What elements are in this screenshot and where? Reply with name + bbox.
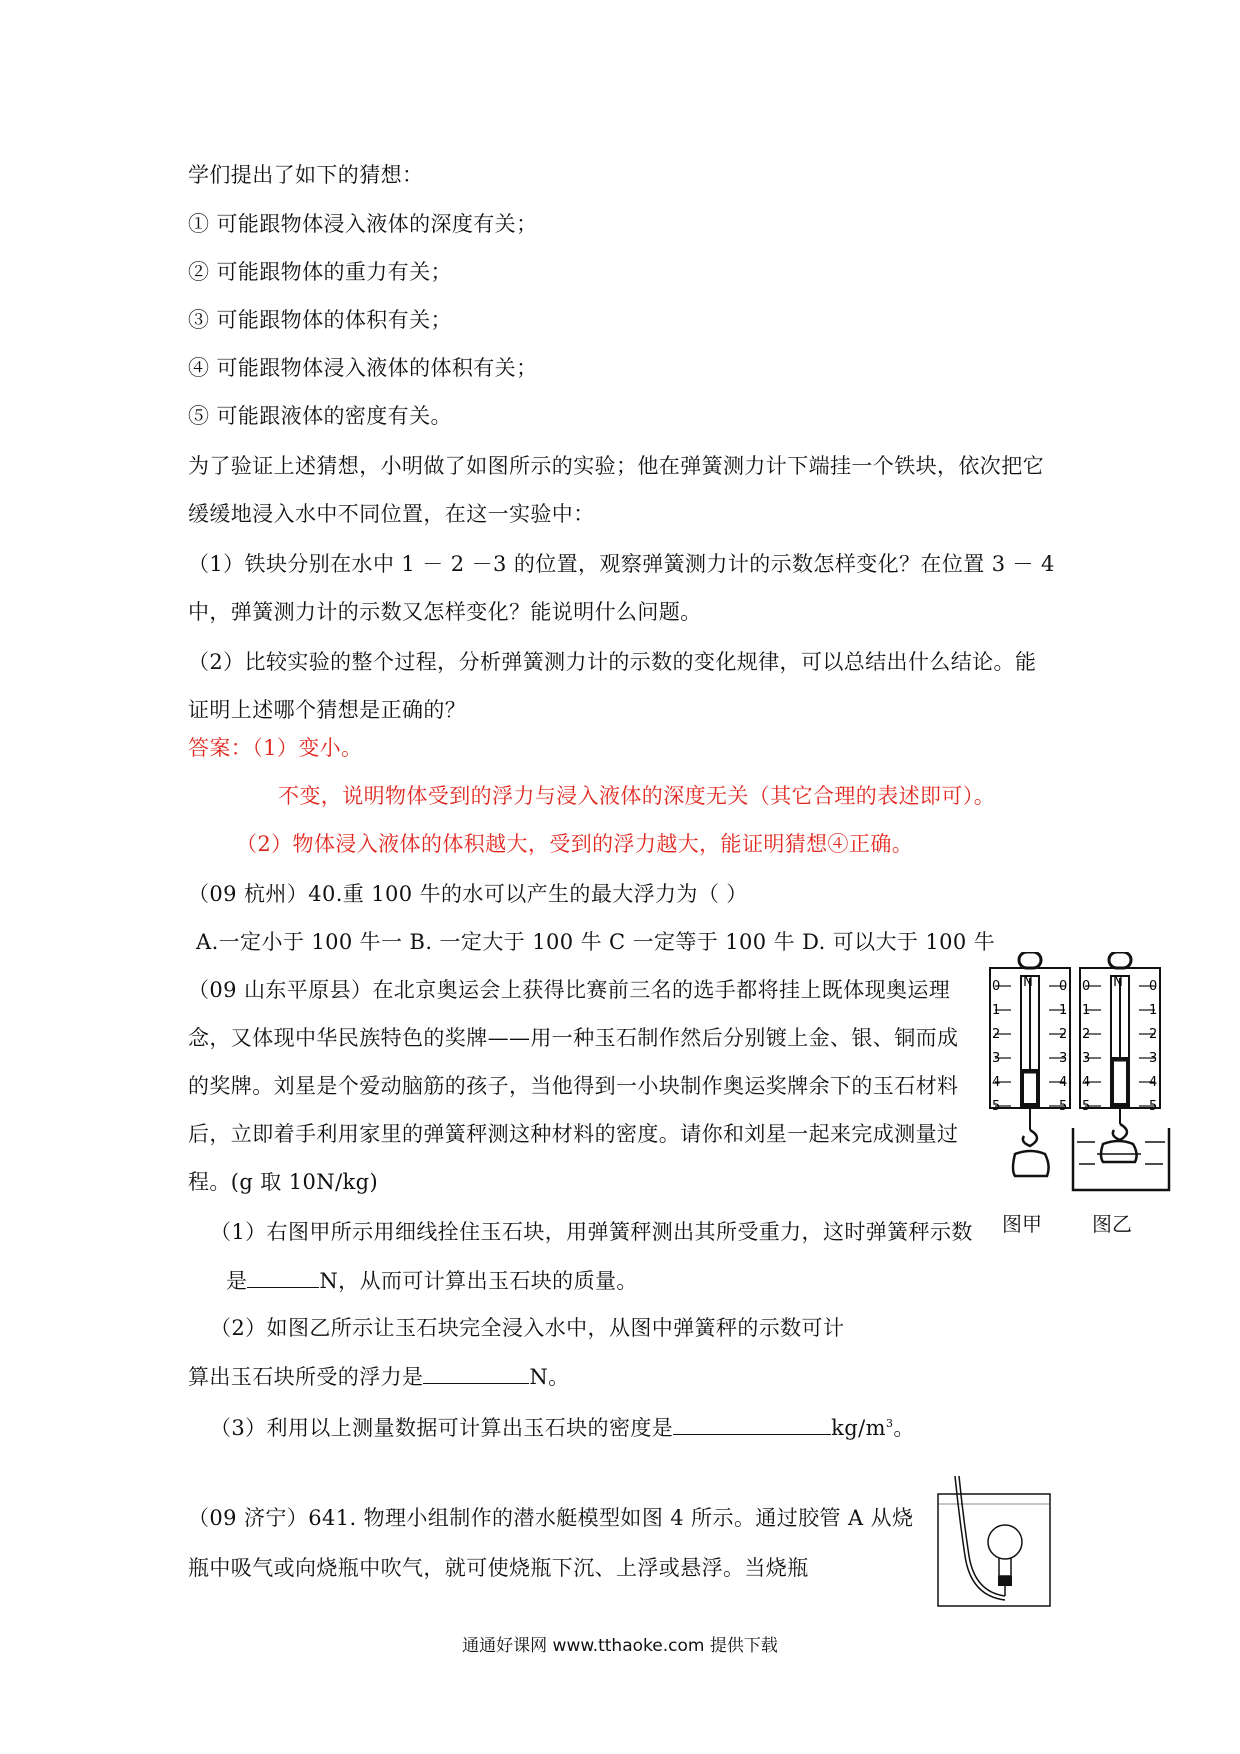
answer-line: 不变，说明物体受到的浮力与浸入液体的深度无关（其它合理的表述即可）。 (278, 784, 996, 808)
tick-label: 4 (992, 1075, 1001, 1090)
spring-scale-right (1073, 952, 1169, 1190)
tick-label: 3 (992, 1051, 1001, 1066)
text-line: （09 山东平原县）在北京奥运会上获得比赛前三名的选手都将挂上既体现奥运理 (188, 978, 951, 1002)
water-tank (938, 1494, 1050, 1606)
text-line: 后，立即着手利用家里的弹簧秤测这种材料的密度。请你和刘星一起来完成测量过 (188, 1122, 959, 1146)
scale-unit-label: N (1113, 975, 1123, 990)
sub-question-2-cont (188, 1361, 570, 1392)
figure-caption-left: 图甲 (1002, 1212, 1042, 1236)
text-span: N，从而可计算出玉石块的质量。 (319, 1269, 638, 1293)
tick-label: 5 (1149, 1099, 1158, 1114)
hypothesis-1: ① 可能跟物体浸入液体的深度有关； (188, 212, 538, 236)
text-span: 算出玉石块所受的浮力是 (188, 1365, 424, 1389)
text-line: 证明上述哪个猜想是正确的？ (188, 698, 467, 722)
sub-question-1-cont (226, 1265, 638, 1296)
tick-label: 4 (1082, 1075, 1091, 1090)
tick-label: 2 (1149, 1027, 1158, 1042)
unit: kg/m (831, 1416, 886, 1440)
sub-question-1: （1）右图甲所示用细线拴住玉石块，用弹簧秤测出其所受重力，这时弹簧秤示数 (210, 1220, 973, 1244)
text-line: 中，弹簧测力计的示数又怎样变化？能说明什么问题。 (188, 600, 702, 624)
beaker (1073, 1128, 1169, 1190)
hypothesis-5: ⑤ 可能跟液体的密度有关。 (188, 404, 452, 428)
tick-label: 3 (1082, 1051, 1091, 1066)
tick-label: 1 (1059, 1003, 1068, 1018)
tick-label: 4 (1059, 1075, 1068, 1090)
sub-question-2: （2）如图乙所示让玉石块完全浸入水中，从图中弹簧秤的示数可计 (210, 1316, 845, 1340)
text-line: 程。(g 取 10N/kg) (188, 1170, 379, 1194)
tick-label: 2 (992, 1027, 1001, 1042)
answer-blank (423, 1361, 529, 1384)
text-span: 是 (226, 1269, 248, 1293)
sub-question-3 (210, 1409, 915, 1443)
text-line: 学们提出了如下的猜想： (188, 163, 424, 187)
tick-label: 0 (992, 979, 1001, 994)
tick-label: 1 (1082, 1003, 1091, 1018)
text-span: N。 (529, 1365, 570, 1389)
question-2: （2）比较实验的整个过程，分析弹簧测力计的示数的变化规律，可以总结出什么结论。能 (188, 650, 1037, 674)
tick-label: 5 (1082, 1099, 1091, 1114)
tick-label: 0 (1082, 979, 1091, 994)
text-line: 念，又体现中华民族特色的奖牌——用一种玉石制作然后分别镀上金、银、铜而成 (188, 1026, 959, 1050)
text-span: 。 (893, 1416, 915, 1440)
flask (988, 1525, 1022, 1559)
text-span: （3）利用以上测量数据可计算出玉石块的密度是 (210, 1416, 674, 1440)
spring-scale-left (990, 952, 1070, 1176)
figure-caption-right: 图乙 (1092, 1212, 1132, 1236)
answer-blank (673, 1412, 831, 1435)
spring-scale-figure (985, 952, 1180, 1197)
tick-label: 5 (992, 1099, 1001, 1114)
scale-unit-label: N (1023, 975, 1033, 990)
hypothesis-2: ② 可能跟物体的重力有关； (188, 260, 452, 284)
text-line: 的奖牌。刘星是个爱动脑筋的孩子，当他得到一小块制作奥运奖牌余下的玉石材料 (188, 1074, 959, 1098)
question-641: （09 济宁）641. 物理小组制作的潜水艇模型如图 4 所示。通过胶管 A 从烧 (188, 1506, 914, 1530)
text-line: 瓶中吸气或向烧瓶中吹气，就可使烧瓶下沉、上浮或悬浮。当烧瓶 (188, 1556, 809, 1580)
unit-exponent: 3 (885, 1417, 894, 1430)
tick-label: 0 (1149, 979, 1158, 994)
hypothesis-4: ④ 可能跟物体浸入液体的体积有关； (188, 356, 538, 380)
tick-label: 1 (1149, 1003, 1158, 1018)
stopper (998, 1576, 1012, 1586)
text-line: 缓缓地浸入水中不同位置，在这一实验中： (188, 502, 595, 526)
question-40-options: A.一定小于 100 牛一 B. 一定大于 100 牛 C 一定等于 100 牛 D. 可以大于 100 牛 (196, 930, 996, 954)
answer-blank (247, 1265, 319, 1288)
tick-label: 1 (992, 1003, 1001, 1018)
page-footer: 通通好课网 www.tthaoke.com 提供下载 (462, 1636, 778, 1656)
answer-label: 答案：（1）变小。 (188, 736, 363, 760)
hypothesis-3: ③ 可能跟物体的体积有关； (188, 308, 452, 332)
tick-label: 5 (1059, 1099, 1068, 1114)
submarine-model-figure (935, 1470, 1060, 1610)
tick-label: 3 (1149, 1051, 1158, 1066)
text-line: 为了验证上述猜想，小明做了如图所示的实验；他在弹簧测力计下端挂一个铁块，依次把它 (188, 454, 1044, 478)
question-40: （09 杭州）40.重 100 牛的水可以产生的最大浮力为（ ） (188, 882, 748, 906)
answer-line: （2）物体浸入液体的体积越大，受到的浮力越大，能证明猜想④正确。 (236, 832, 914, 856)
tick-label: 2 (1059, 1027, 1068, 1042)
jade-stone-submerged (1101, 1141, 1137, 1162)
tick-label: 3 (1059, 1051, 1068, 1066)
jade-stone (1013, 1151, 1049, 1176)
question-1: （1）铁块分别在水中 1 － 2 －3 的位置，观察弹簧测力计的示数怎样变化？在位置 3 － 4 (188, 552, 1055, 576)
tick-label: 2 (1082, 1027, 1091, 1042)
tick-label: 0 (1059, 979, 1068, 994)
tick-label: 4 (1149, 1075, 1158, 1090)
